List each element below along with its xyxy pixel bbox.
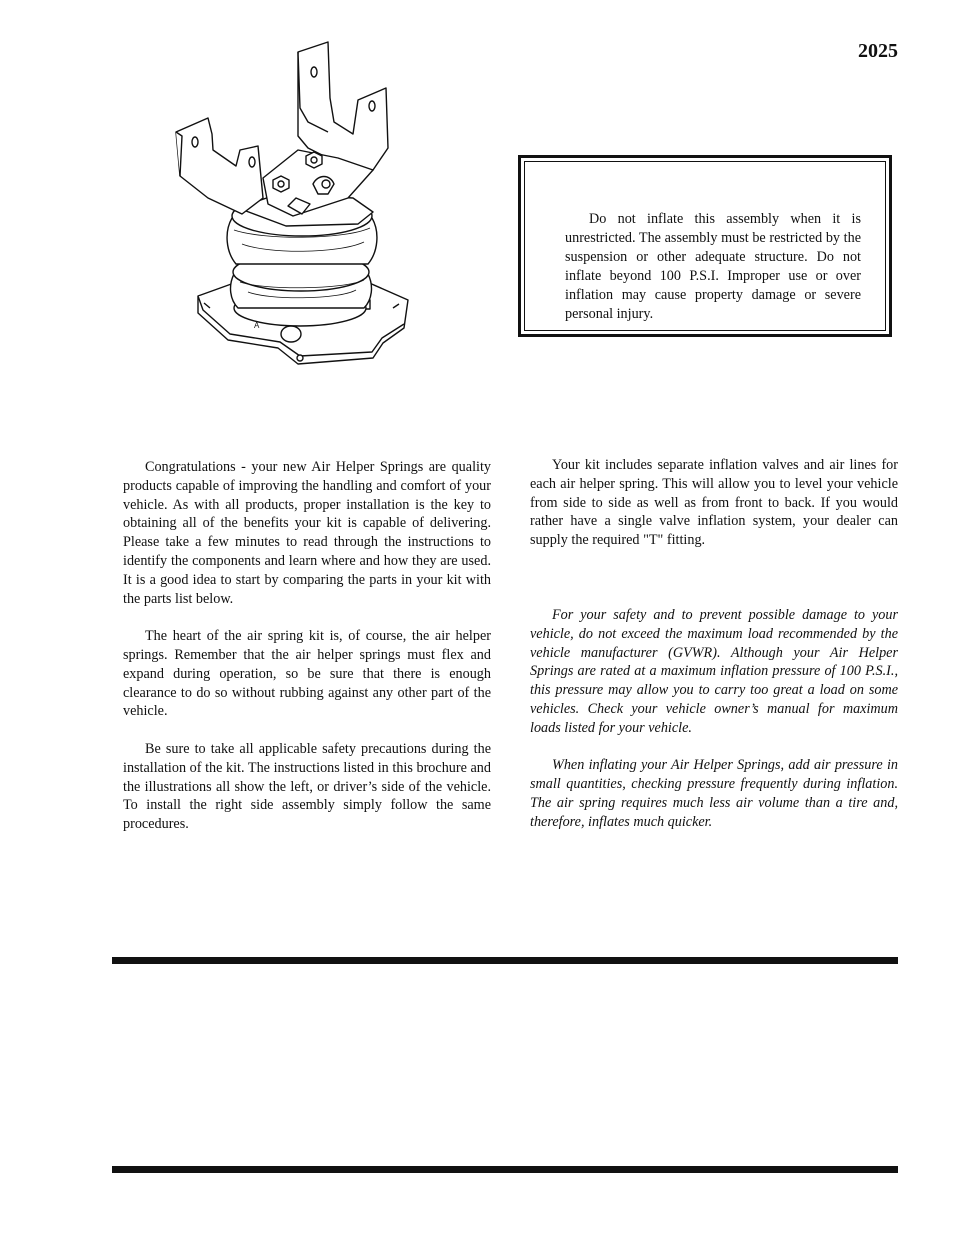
warning-box <box>518 155 892 337</box>
safety-paragraph: Be sure to take all applicable safety precautions during the installation of the kit. The instructions listed in this brochure and the illustrations all show the left, or driver’s side of the vehicle. To install the right side assembly simply follow the same procedures. <box>123 740 491 833</box>
warning-inner-frame <box>524 161 886 331</box>
section-rule-top <box>112 957 898 964</box>
inflation-valves-paragraph: Your kit includes separate inflation valves and air lines for each air helper spring. This will allow you to level your vehicle from side to side as well as from front to back. If you would rather have a single valve inflation system, your dealer can supply the required "T" fitting. <box>530 457 898 549</box>
section-rule-bottom <box>112 1166 898 1173</box>
right-column <box>530 456 898 832</box>
callout-label: A <box>254 321 260 330</box>
air-spring-paragraph: The heart of the air spring kit is, of course, the air helper springs. Remember that the air helper springs must flex and expand during operation, so be sure that there is enough clearance to do so without rubbing against any other part of the vehicle. <box>123 628 491 720</box>
page-number: 2025 <box>858 40 898 62</box>
air-spring-assembly-illustration <box>168 38 418 373</box>
inflating-tips-paragraph: When inflating your Air Helper Springs, add air pressure in small quantities, checking pressure frequently during inflation. The air spring requires much less air volume than a tire and, therefore, inflates much quicker. <box>530 757 898 830</box>
intro-paragraph: Congratulations - your new Air Helper Springs are quality products capable of improving the handling and comfort of your vehicle. As with all products, proper installation is the key to obtaining all of the benefits your kit is capable of delivering. Please take a few minutes to read through the instructions to identify the components and learn where and how they are used. It is a good idea to start by comparing the parts in your kit with the parts list below. <box>123 459 491 607</box>
warning-text: Do not inflate this assembly when it is unrestricted. The assembly must be restricted by the suspension or other adequate structure. Do not inflate beyond 100 P.S.I. Improper use or over inflation may cause property damage or severe personal injury. <box>565 211 861 322</box>
max-load-paragraph: For your safety and to prevent possible damage to your vehicle, do not exceed the maximum load recommended by the vehicle manufacturer (GVWR). Although your Air Helper Springs are rated at a maximum inflation pressure of 100 P.S.I., this pressure may allow you to carry too great a load on some vehicles. Check your vehicle owner’s manual for maximum loads listed for your vehicle. <box>530 606 898 736</box>
left-column <box>123 458 491 834</box>
